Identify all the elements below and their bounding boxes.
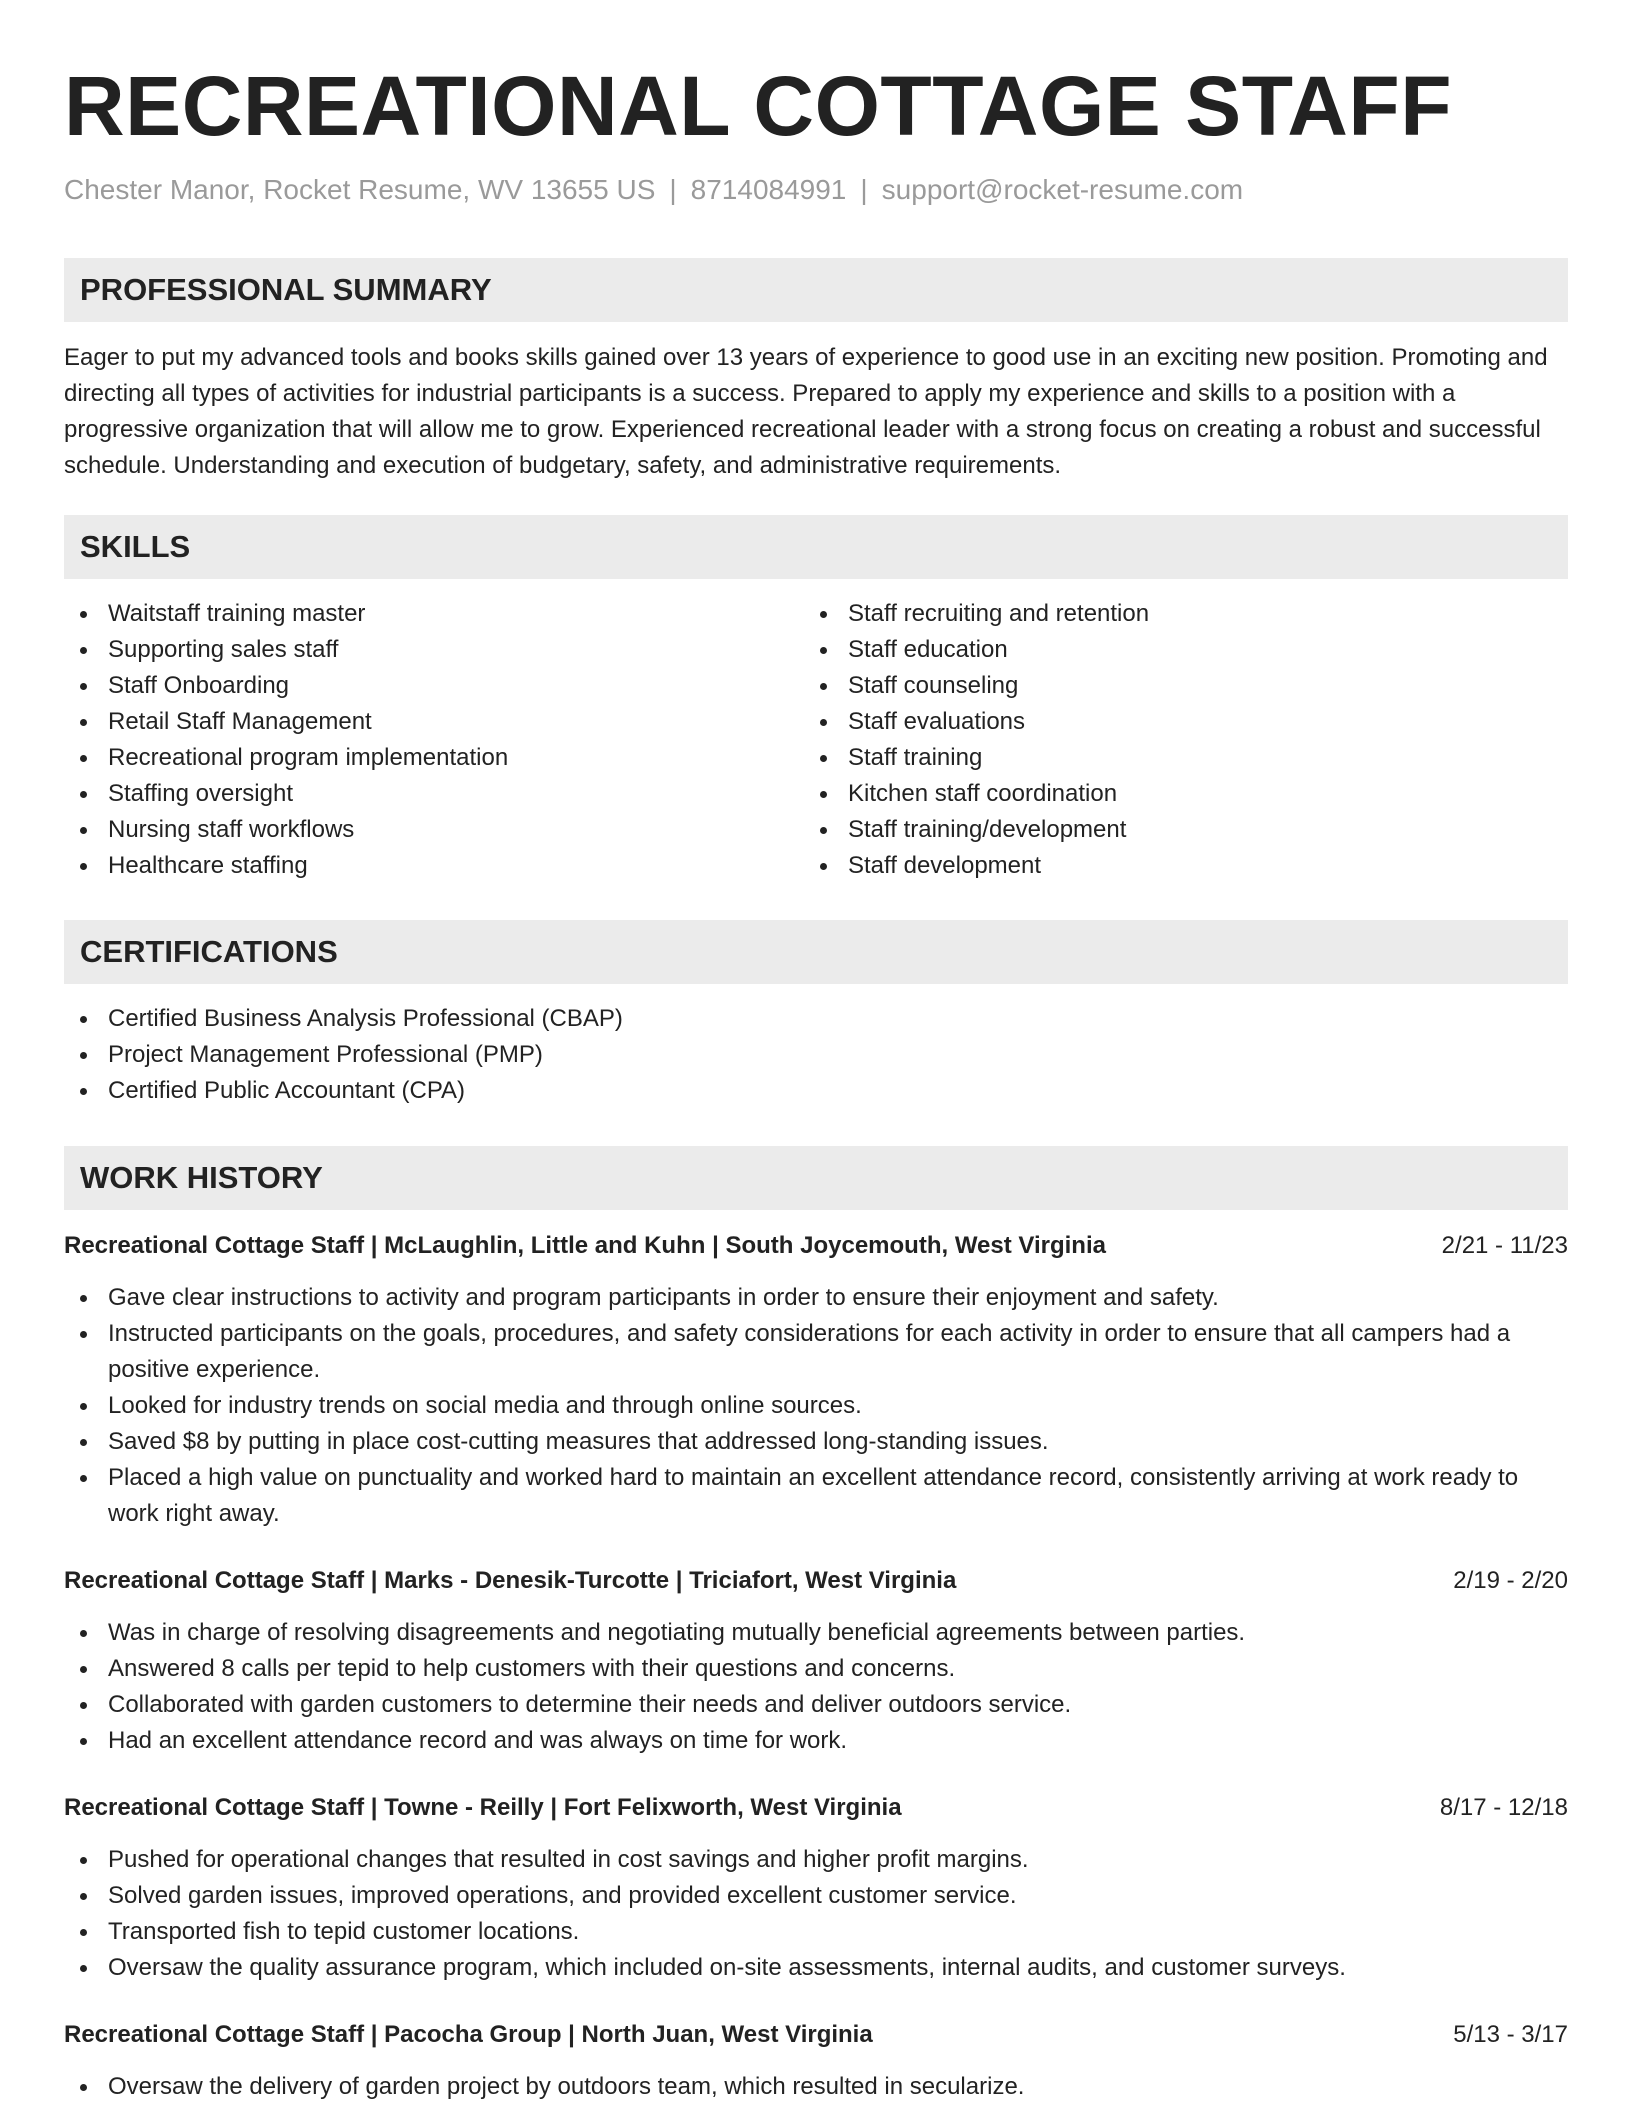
job-title: Recreational Cottage Staff | Marks - Denesik-Turcotte | Triciafort, West Virginia bbox=[64, 1567, 957, 1594]
contact-separator: | bbox=[669, 174, 677, 205]
job-dates: 8/17 - 12/18 bbox=[1439, 1794, 1568, 1821]
job-bullet: Transported fish to tepid customer locations. bbox=[64, 1914, 1568, 1950]
certification-item: Certified Business Analysis Professional (CBAP) bbox=[64, 1001, 1568, 1037]
job-bullets bbox=[64, 1842, 1568, 1986]
skill-item: Staff recruiting and retention bbox=[804, 596, 1544, 632]
job-bullet: Was in charge of resolving disagreements and negotiating mutually beneficial agreements between parties. bbox=[64, 1615, 1568, 1651]
job-bullet: Pushed for operational changes that resulted in cost savings and higher profit margins. bbox=[64, 1842, 1568, 1878]
job-dates: 2/19 - 2/20 bbox=[1453, 1567, 1568, 1594]
section-heading-work-history: WORK HISTORY bbox=[64, 1146, 1568, 1210]
summary-text: Eager to put my advanced tools and books skills gained over 13 years of experience to good use in an exciting new position. Promoting and directing all types of activities for industrial participants is a success. Prepared to apply my experience and skills to a position with a progressive organization that will allow me to grow. Experienced recreational leader with a strong focus on creating a robust and successful schedule. Understanding and execution of budgetary, safety, and administrative requirements. bbox=[64, 344, 1548, 479]
skill-item: Staff Onboarding bbox=[64, 668, 804, 704]
job-title: Recreational Cottage Staff | Pacocha Group | North Juan, West Virginia bbox=[64, 2021, 873, 2048]
skill-item: Waitstaff training master bbox=[64, 596, 804, 632]
skill-item: Staffing oversight bbox=[64, 776, 804, 812]
job-bullet: Had an excellent attendance record and was always on time for work. bbox=[64, 1723, 1568, 1759]
job-bullets bbox=[64, 2069, 1568, 2105]
job-bullet: Saved $8 by putting in place cost-cutting measures that addressed long-standing issues. bbox=[64, 1424, 1568, 1460]
job-bullet: Answered 8 calls per tepid to help customers with their questions and concerns. bbox=[64, 1651, 1568, 1687]
contact-phone: 8714084991 bbox=[690, 174, 847, 205]
skill-item: Nursing staff workflows bbox=[64, 812, 804, 848]
job-bullets bbox=[64, 1615, 1568, 1759]
job-header bbox=[64, 1228, 1568, 1264]
job-bullet: Solved garden issues, improved operations, and provided excellent customer service. bbox=[64, 1878, 1568, 1914]
job-bullet: Placed a high value on punctuality and worked hard to maintain an excellent attendance record, consistently arriving at work ready to work right away. bbox=[64, 1460, 1568, 1532]
job-entry bbox=[64, 2017, 1568, 2105]
skill-item: Staff training/development bbox=[804, 812, 1544, 848]
job-bullet: Gave clear instructions to activity and program participants in order to ensure their enjoyment and safety. bbox=[64, 1280, 1568, 1316]
job-entry bbox=[64, 1790, 1568, 1986]
skill-item: Recreational program implementation bbox=[64, 740, 804, 776]
job-title: Recreational Cottage Staff | McLaughlin, Little and Kuhn | South Joycemouth, West Virginia bbox=[64, 1232, 1106, 1259]
section-heading-summary: PROFESSIONAL SUMMARY bbox=[64, 258, 1568, 322]
section-heading-skills: SKILLS bbox=[64, 515, 1568, 579]
skill-item: Staff development bbox=[804, 848, 1544, 884]
contact-separator: | bbox=[860, 174, 868, 205]
contact-address: Chester Manor, Rocket Resume, WV 13655 US bbox=[64, 174, 656, 205]
skills-right-column bbox=[804, 596, 1544, 884]
job-bullet: Oversaw the delivery of garden project by outdoors team, which resulted in secularize. bbox=[64, 2069, 1568, 2105]
skill-item: Healthcare staffing bbox=[64, 848, 804, 884]
job-entry bbox=[64, 1563, 1568, 1759]
job-bullet: Looked for industry trends on social media and through online sources. bbox=[64, 1388, 1568, 1424]
candidate-name: RECREATIONAL COTTAGE STAFF bbox=[64, 59, 1453, 153]
job-header bbox=[64, 1563, 1568, 1599]
skill-item: Staff evaluations bbox=[804, 704, 1544, 740]
skill-item: Staff counseling bbox=[804, 668, 1544, 704]
certifications-list bbox=[64, 1001, 1568, 1109]
certification-item: Certified Public Accountant (CPA) bbox=[64, 1073, 1568, 1109]
skill-item: Retail Staff Management bbox=[64, 704, 804, 740]
skill-item: Staff education bbox=[804, 632, 1544, 668]
contact-line bbox=[64, 172, 1568, 208]
job-header bbox=[64, 2017, 1568, 2053]
skill-item: Supporting sales staff bbox=[64, 632, 804, 668]
skill-item: Staff training bbox=[804, 740, 1544, 776]
job-header bbox=[64, 1790, 1568, 1826]
skill-item: Kitchen staff coordination bbox=[804, 776, 1544, 812]
skills-grid bbox=[64, 596, 1568, 884]
section-heading-certifications: CERTIFICATIONS bbox=[64, 920, 1568, 984]
job-dates: 2/21 - 11/23 bbox=[1441, 1232, 1568, 1259]
job-bullets bbox=[64, 1280, 1568, 1532]
job-bullet: Oversaw the quality assurance program, which included on-site assessments, internal audits, and customer surveys. bbox=[64, 1950, 1568, 1986]
job-entry bbox=[64, 1228, 1568, 1532]
job-dates: 5/13 - 3/17 bbox=[1453, 2021, 1568, 2048]
job-bullet: Instructed participants on the goals, procedures, and safety considerations for each activity in order to ensure that all campers had a positive experience. bbox=[64, 1316, 1568, 1388]
job-title: Recreational Cottage Staff | Towne - Reilly | Fort Felixworth, West Virginia bbox=[64, 1794, 902, 1821]
skills-left-column bbox=[64, 596, 804, 884]
job-bullet: Collaborated with garden customers to determine their needs and deliver outdoors service. bbox=[64, 1687, 1568, 1723]
certification-item: Project Management Professional (PMP) bbox=[64, 1037, 1568, 1073]
contact-email: support@rocket-resume.com bbox=[881, 174, 1244, 205]
